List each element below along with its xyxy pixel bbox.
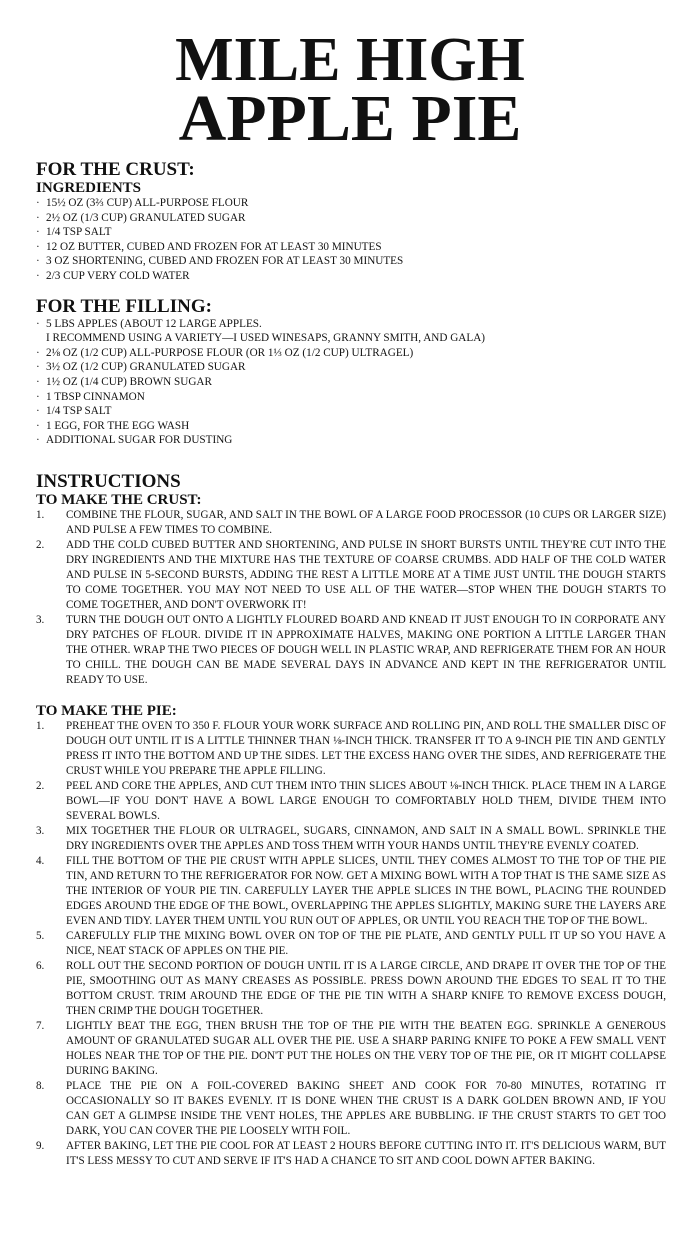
list-item-continuation: I RECOMMEND USING A VARIETY—I USED WINESAPS, GRANNY SMITH, AND GALA) [46,332,486,345]
list-item: · 1 TBSP CINNAMON [36,390,666,405]
step-text: COMBINE THE FLOUR, SUGAR, AND SALT IN THE BOWL OF A LARGE FOOD PROCESSOR (10 CUPS OR LARGER SIZE) AND PULSE A FEW TIMES TO COMBINE. [66,508,666,536]
ingredients-subheading: INGREDIENTS [36,180,142,196]
list-item: · 1/4 TSP SALT [36,404,666,419]
step-number: 3. [36,824,45,837]
step-number: 4. [36,854,45,867]
filling-section [36,297,666,448]
crust-ingredient-list [36,196,666,284]
step-item [36,1019,666,1079]
instructions-heading: INSTRUCTIONS [36,470,181,492]
step-item [36,508,666,538]
title-line-2: APPLE PIE [178,82,522,155]
crust-steps-subheading: TO MAKE THE CRUST: [36,491,202,508]
list-item: · 3½ OZ (1/2 CUP) GRANULATED SUGAR [36,360,666,375]
step-number: 9. [36,1139,45,1152]
step-number: 2. [36,779,45,792]
step-item [36,1079,666,1139]
step-text: CAREFULLY FLIP THE MIXING BOWL OVER ON TOP OF THE PIE PLATE, AND GENTLY PULL IT UP SO YOU HAVE A NICE, NEAT STACK OF APPLES ON THE PIE. [66,929,666,957]
step-number: 5. [36,929,45,942]
step-item [36,779,666,824]
step-text: TURN THE DOUGH OUT ONTO A LIGHTLY FLOURED BOARD AND KNEAD IT JUST ENOUGH TO IN CORPORATE ANY DRY PATCHES OF FLOUR. DIVIDE IT IN APPROXIMATE HALVES, MAKING ONE PORTION A LITTLE LARGER THAN THE OTHER. WRAP THE TWO PIECES OF DOUGH WELL IN PLASTIC WRAP, AND REFRIGERATE THEM FOR AN HOUR TO CHILL. THE DOUGH CAN BE MADE SEVERAL DAYS IN ADVANCE AND KEPT IN THE REFRIGERATOR UNTIL READY TO USE. [66,613,666,686]
filling-heading: FOR THE FILLING: [36,295,212,317]
step-text: AFTER BAKING, LET THE PIE COOL FOR AT LEAST 2 HOURS BEFORE CUTTING INTO IT. IT'S DELICIOUS WARM, BUT IT'S LESS MESSY TO CUT AND SERVE IF IT'S HAD A CHANCE TO SIT AND COOL DOWN AFTER BAKING. [66,1139,666,1167]
pie-steps-subheading: TO MAKE THE PIE: [36,702,177,719]
step-number: 2. [36,538,45,551]
list-item: · 1½ OZ (1/4 CUP) BROWN SUGAR [36,375,666,390]
step-text: ADD THE COLD CUBED BUTTER AND SHORTENING, AND PULSE IN SHORT BURSTS UNTIL THEY'RE CUT INTO THE DRY INGREDIENTS AND THE MIXTURE HAS THE TEXTURE OF COARSE CRUMBS. ADD HALF OF THE COLD WATER AND PULSE IN 5-SECOND BURSTS, ADDING THE REST A LITTLE MORE AT A TIME JUST UNTIL THE DOUGH STARTS TO COME TOGETHER. YOU MAY NOT NEED TO USE ALL OF THE WATER—STOP WHEN THE DOUGH STARTS TO COME TOGETHER, AND DON'T OVERWORK IT! [66,538,666,611]
step-item [36,824,666,854]
step-number: 1. [36,508,45,521]
step-item [36,854,666,929]
list-item: · ADDITIONAL SUGAR FOR DUSTING [36,433,666,448]
step-item [36,719,666,779]
list-item: · 1/4 TSP SALT [36,225,666,240]
pie-steps-list [36,719,666,1169]
title-line-1: MILE HIGH [175,26,525,94]
list-item: · 3 OZ SHORTENING, CUBED AND FROZEN FOR AT LEAST 30 MINUTES [36,254,666,269]
list-item: · 2½ OZ (1/3 CUP) GRANULATED SUGAR [36,211,666,226]
step-number: 8. [36,1079,45,1092]
list-item: · 1 EGG, FOR THE EGG WASH [36,419,666,434]
list-item: · 2/3 CUP VERY COLD WATER [36,269,666,284]
list-item: · 2⅛ OZ (1/2 CUP) ALL-PURPOSE FLOUR (OR 1⅓ OZ (1/2 CUP) ULTRAGEL) [36,346,666,361]
instructions-section [36,472,666,1169]
page-title [0,0,700,155]
step-item [36,929,666,959]
step-number: 1. [36,719,45,732]
step-text: MIX TOGETHER THE FLOUR OR ULTRAGEL, SUGARS, CINNAMON, AND SALT IN A SMALL BOWL. SPRINKLE THE DRY INGREDIENTS OVER THE APPLES AND TOSS THEM WITH YOUR HANDS UNTIL THEY'RE EVENLY COATED. [66,824,666,852]
step-number: 3. [36,613,45,626]
step-number: 7. [36,1019,45,1032]
step-number: 6. [36,959,45,972]
list-item: · 12 OZ BUTTER, CUBED AND FROZEN FOR AT LEAST 30 MINUTES [36,240,666,255]
list-item [36,317,666,346]
crust-section [36,160,666,284]
filling-ingredient-list [36,317,666,448]
step-text: ROLL OUT THE SECOND PORTION OF DOUGH UNTIL IT IS A LARGE CIRCLE, AND DRAPE IT OVER THE TOP OF THE PIE, SMOOTHING OUT AS MANY CREASES AS POSSIBLE. PRESS DOWN AROUND THE EDGES TO SEAL IT TO THE BOTTOM CRUST. TRIM AROUND THE EDGE OF THE PIE TIN WITH A SHARP KNIFE TO REMOVE EXCESS DOUGH, THEN CRIMP THE DOUGH TOGETHER. [66,959,666,1017]
step-item [36,959,666,1019]
list-item: · 15½ OZ (3⅔ CUP) ALL-PURPOSE FLOUR [36,196,666,211]
crust-steps-list [36,508,666,688]
step-item [36,1139,666,1169]
step-text: PLACE THE PIE ON A FOIL-COVERED BAKING SHEET AND COOK FOR 70-80 MINUTES, ROTATING IT OCCASIONALLY SO IT BAKES EVENLY. IT IS DONE WHEN THE CRUST IS A DARK GOLDEN BROWN AND, IF YOU CAN GET A GLIMPSE INSIDE THE VENT HOLES, THE APPLES ARE BUBBLING. IF THE CRUST STARTS TO GET TOO DARK, YOU CAN COVER THE PIE LOOSELY WITH FOIL. [66,1079,666,1137]
step-text: PREHEAT THE OVEN TO 350 F. FLOUR YOUR WORK SURFACE AND ROLLING PIN, AND ROLL THE SMALLER DISC OF DOUGH OUT UNTIL IT IS A LITTLE THINNER THAN ⅛-INCH THICK. TRANSFER IT TO A 9-INCH PIE TIN AND GENTLY PRESS IT INTO THE BOTTOM AND UP THE SIDES. LET THE EXCESS HANG OVER THE SIDES, AND REFRIGERATE THE CRUST WHILE YOU PREPARE THE APPLE FILLING. [66,719,666,777]
step-text: FILL THE BOTTOM OF THE PIE CRUST WITH APPLE SLICES, UNTIL THEY COMES ALMOST TO THE TOP OF THE PIE TIN, AND RETURN TO THE REFRIGERATOR FOR NOW. GET A MIXING BOWL WITH A TOP THAT IS THE SAME SIZE AS THE INTERIOR OF YOUR PIE TIN. CAREFULLY LAYER THE APPLE SLICES IN THE BOWL, PLACING THE ROUNDED EDGES AROUND THE EDGE OF THE BOWL, OVERLAPPING THE APPLES SLIGHTLY, MAKING SURE THE LAYERS ARE EVEN AND TIDY. LAYER THEM UNTIL YOU RUN OUT OF APPLES, OR UNTIL YOU REACH THE TOP OF THE BOWL. [66,854,666,927]
step-item [36,538,666,613]
list-item-text: 5 LBS APPLES (ABOUT 12 LARGE APPLES. [46,317,262,330]
step-text: PEEL AND CORE THE APPLES, AND CUT THEM INTO THIN SLICES ABOUT ⅛-INCH THICK. PLACE THEM IN A LARGE BOWL—IF YOU DON'T HAVE A BOWL LARGE ENOUGH TO COMFORTABLY HOLD THEM, DIVIDE THEM INTO SEVERAL BOWLS. [66,779,666,822]
step-text: LIGHTLY BEAT THE EGG, THEN BRUSH THE TOP OF THE PIE WITH THE BEATEN EGG. SPRINKLE A GENEROUS AMOUNT OF GRANULATED SUGAR ALL OVER THE PIE. USE A SHARP PARING KNIFE TO POKE A FEW SMALL VENT HOLES NEAR THE TOP OF THE PIE. DON'T PUT THE HOLES ON THE VERY TOP OF THE PIE, OR IT MIGHT COLLAPSE DURING BAKING. [66,1019,666,1077]
recipe-content [36,160,666,1169]
crust-heading: FOR THE CRUST: [36,159,195,180]
step-item [36,613,666,688]
